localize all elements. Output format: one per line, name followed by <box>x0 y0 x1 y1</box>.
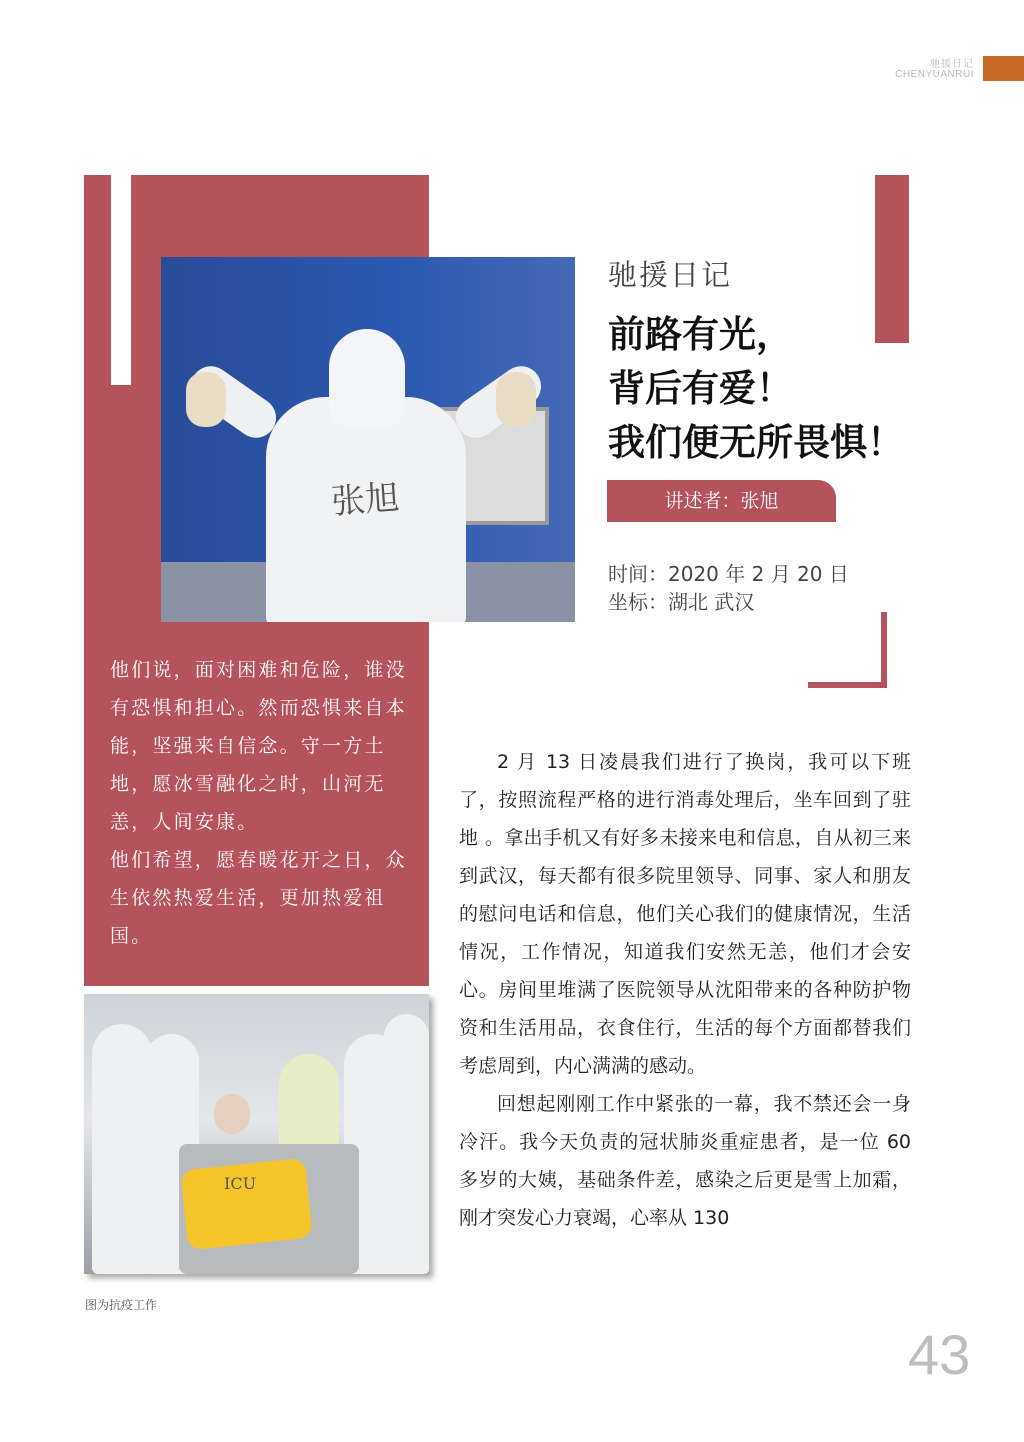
quote-paragraph: 他们说，面对困难和危险，谁没有恐惧和担心。然而恐惧来自本能，坚强来自信念。守一方土地，愿冰雪融化之时，山河无恙，人间安康。 <box>110 659 407 833</box>
article-body <box>459 743 911 1237</box>
narrator-badge: 讲述者：张旭 <box>607 480 836 522</box>
place-value: 湖北 武汉 <box>668 590 755 614</box>
running-header-column: 驰援日记 <box>930 59 974 70</box>
decorative-white-stripe <box>111 175 131 385</box>
photo-icu-team <box>84 994 429 1274</box>
photo-medic-thumbs-up <box>161 257 575 622</box>
suit-handwriting: 张旭 <box>329 477 401 523</box>
corner-bracket-horizontal <box>808 682 887 688</box>
body-paragraph: 回想起刚刚工作中紧张的一幕，我不禁还会一身冷汗。我今天负责的冠状肺炎重症患者，是一位 60 多岁的大姨，基础条件差，感染之后更是雪上加霜，刚才突发心力衰竭，心率从 130 <box>459 1093 911 1229</box>
photo-caption: 图为抗疫工作 <box>85 1298 158 1312</box>
title-line: 前路有光， <box>608 312 793 356</box>
red-panel-top <box>84 175 429 257</box>
article-title <box>608 307 904 469</box>
time-label: 时间： <box>608 562 668 586</box>
quote-paragraph: 他们希望，愿春暖花开之日，众生依然热爱生活，更加热爱祖国。 <box>110 849 407 947</box>
patient <box>214 1094 250 1134</box>
title-line: 背后有爱！ <box>608 366 793 410</box>
place-label: 坐标： <box>608 590 668 614</box>
glove-thumb-left <box>186 372 226 427</box>
pull-quote <box>110 651 410 955</box>
article-meta <box>608 560 849 616</box>
protective-hood <box>329 329 405 429</box>
oxygen-pillow <box>180 1158 313 1251</box>
section-label: 驰援日记 <box>608 258 733 292</box>
running-header-accent-bar <box>983 56 1024 81</box>
title-line: 我们便无所畏惧！ <box>608 420 904 464</box>
time-value: 2020 年 2 月 20 日 <box>668 562 849 586</box>
pillow-label: ICU <box>224 1174 257 1193</box>
body-paragraph: 2 月 13 日凌晨我们进行了换岗，我可以下班了，按照流程严格的进行消毒处理后，坐车回到了驻地 。拿出手机又有好多未接来电和信息，自从初三来到武汉，每天都有很多院里领导、同事、家人和朋友的慰问电话和信息，他们关心我们的健康情况，生活情况，工作情况，知道我们安然无恙，他们才会安心。房间里堆满了医院领导从沈阳带来的各种防护物资和生活用品，衣食住行，生活的每个方面都替我们考虑周到，内心满满的感动。 <box>459 751 911 1077</box>
corner-bracket-vertical <box>881 612 887 688</box>
page-number: 43 <box>908 1323 971 1386</box>
glove-thumb-right <box>496 372 536 427</box>
running-header-column-en: CHENYUANRUI <box>895 69 974 80</box>
